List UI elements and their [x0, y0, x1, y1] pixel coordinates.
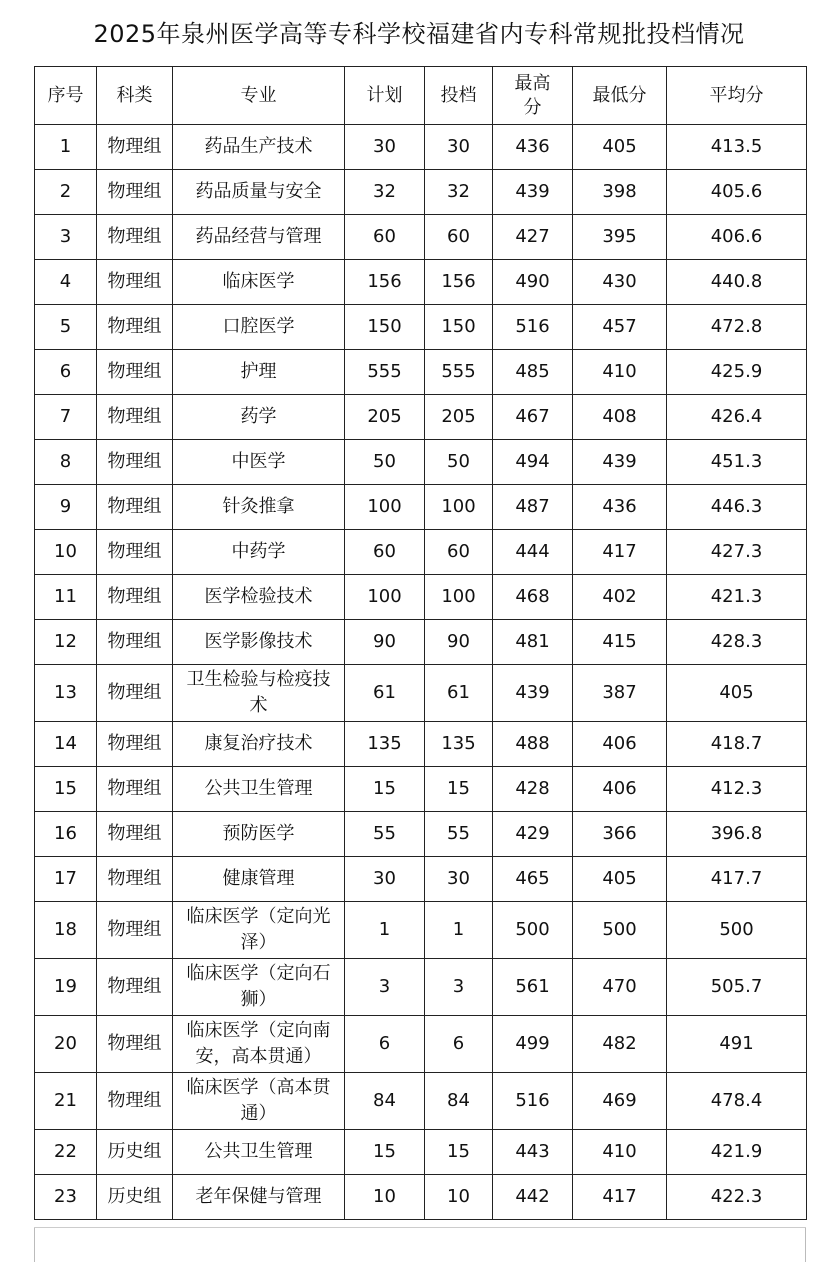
cell-plan: 55	[345, 812, 425, 857]
cell-max-score: 442	[493, 1175, 573, 1220]
cell-category: 物理组	[97, 125, 173, 170]
col-header-admitted: 投档	[425, 67, 493, 125]
cell-plan: 156	[345, 260, 425, 305]
cell-category: 物理组	[97, 857, 173, 902]
cell-max-score: 500	[493, 902, 573, 959]
cell-category: 物理组	[97, 959, 173, 1016]
page-corner-mark-left	[34, 1228, 35, 1262]
table-row	[35, 575, 807, 620]
cell-avg-score: 425.9	[667, 350, 807, 395]
table-row	[35, 959, 807, 1016]
cell-avg-score: 428.3	[667, 620, 807, 665]
cell-major: 医学检验技术	[173, 575, 345, 620]
cell-major: 临床医学（定向南安，高本贯通）	[173, 1016, 345, 1073]
cell-plan: 100	[345, 575, 425, 620]
cell-category: 物理组	[97, 665, 173, 722]
cell-major: 针灸推拿	[173, 485, 345, 530]
cell-avg-score: 417.7	[667, 857, 807, 902]
cell-admitted: 10	[425, 1175, 493, 1220]
table-row	[35, 125, 807, 170]
table-row	[35, 530, 807, 575]
cell-admitted: 15	[425, 1130, 493, 1175]
table-row	[35, 902, 807, 959]
cell-major: 药品经营与管理	[173, 215, 345, 260]
cell-min-score: 415	[573, 620, 667, 665]
cell-max-score: 485	[493, 350, 573, 395]
cell-category: 物理组	[97, 215, 173, 260]
cell-avg-score: 446.3	[667, 485, 807, 530]
cell-index: 8	[35, 440, 97, 485]
cell-min-score: 436	[573, 485, 667, 530]
cell-avg-score: 451.3	[667, 440, 807, 485]
cell-category: 物理组	[97, 722, 173, 767]
cell-admitted: 205	[425, 395, 493, 440]
cell-max-score: 467	[493, 395, 573, 440]
col-header-index: 序号	[35, 67, 97, 125]
cell-min-score: 500	[573, 902, 667, 959]
cell-plan: 100	[345, 485, 425, 530]
cell-major: 临床医学	[173, 260, 345, 305]
cell-admitted: 1	[425, 902, 493, 959]
cell-min-score: 482	[573, 1016, 667, 1073]
cell-min-score: 406	[573, 767, 667, 812]
cell-max-score: 468	[493, 575, 573, 620]
cell-plan: 6	[345, 1016, 425, 1073]
cell-admitted: 84	[425, 1073, 493, 1130]
col-header-avg-score: 平均分	[667, 67, 807, 125]
cell-avg-score: 478.4	[667, 1073, 807, 1130]
cell-index: 21	[35, 1073, 97, 1130]
table-row	[35, 665, 807, 722]
cell-index: 7	[35, 395, 97, 440]
cell-avg-score: 422.3	[667, 1175, 807, 1220]
cell-max-score: 499	[493, 1016, 573, 1073]
cell-min-score: 402	[573, 575, 667, 620]
cell-avg-score: 426.4	[667, 395, 807, 440]
cell-plan: 30	[345, 125, 425, 170]
cell-max-score: 439	[493, 665, 573, 722]
cell-major: 中医学	[173, 440, 345, 485]
cell-min-score: 408	[573, 395, 667, 440]
table-row	[35, 350, 807, 395]
cell-index: 16	[35, 812, 97, 857]
cell-min-score: 439	[573, 440, 667, 485]
cell-max-score: 427	[493, 215, 573, 260]
cell-min-score: 470	[573, 959, 667, 1016]
cell-category: 物理组	[97, 530, 173, 575]
cell-max-score: 494	[493, 440, 573, 485]
cell-admitted: 135	[425, 722, 493, 767]
header-row	[35, 67, 807, 125]
cell-min-score: 387	[573, 665, 667, 722]
cell-admitted: 100	[425, 485, 493, 530]
cell-admitted: 60	[425, 215, 493, 260]
cell-avg-score: 472.8	[667, 305, 807, 350]
cell-min-score: 406	[573, 722, 667, 767]
cell-admitted: 156	[425, 260, 493, 305]
cell-major: 护理	[173, 350, 345, 395]
cell-index: 5	[35, 305, 97, 350]
cell-major: 药学	[173, 395, 345, 440]
cell-index: 6	[35, 350, 97, 395]
cell-avg-score: 405.6	[667, 170, 807, 215]
col-header-plan: 计划	[345, 67, 425, 125]
cell-max-score: 428	[493, 767, 573, 812]
table-body	[35, 125, 807, 1220]
cell-category: 物理组	[97, 440, 173, 485]
cell-index: 4	[35, 260, 97, 305]
cell-min-score: 366	[573, 812, 667, 857]
cell-category: 物理组	[97, 350, 173, 395]
cell-plan: 60	[345, 530, 425, 575]
cell-plan: 3	[345, 959, 425, 1016]
cell-avg-score: 418.7	[667, 722, 807, 767]
col-header-min-score: 最低分	[573, 67, 667, 125]
cell-major: 药品质量与安全	[173, 170, 345, 215]
cell-min-score: 395	[573, 215, 667, 260]
cell-index: 3	[35, 215, 97, 260]
cell-index: 19	[35, 959, 97, 1016]
cell-admitted: 150	[425, 305, 493, 350]
cell-min-score: 417	[573, 530, 667, 575]
cell-plan: 61	[345, 665, 425, 722]
cell-plan: 32	[345, 170, 425, 215]
cell-admitted: 100	[425, 575, 493, 620]
page-edge-line	[34, 1227, 806, 1228]
cell-avg-score: 412.3	[667, 767, 807, 812]
cell-index: 11	[35, 575, 97, 620]
cell-category: 物理组	[97, 170, 173, 215]
cell-plan: 10	[345, 1175, 425, 1220]
cell-min-score: 469	[573, 1073, 667, 1130]
table-row	[35, 395, 807, 440]
page-corner-mark-right	[805, 1228, 806, 1262]
cell-major: 老年保健与管理	[173, 1175, 345, 1220]
table-row	[35, 812, 807, 857]
cell-category: 物理组	[97, 812, 173, 857]
cell-max-score: 443	[493, 1130, 573, 1175]
cell-max-score: 488	[493, 722, 573, 767]
cell-category: 物理组	[97, 902, 173, 959]
cell-admitted: 60	[425, 530, 493, 575]
cell-admitted: 61	[425, 665, 493, 722]
cell-plan: 135	[345, 722, 425, 767]
cell-major: 公共卫生管理	[173, 767, 345, 812]
cell-min-score: 457	[573, 305, 667, 350]
table-row	[35, 440, 807, 485]
cell-major: 公共卫生管理	[173, 1130, 345, 1175]
cell-avg-score: 427.3	[667, 530, 807, 575]
cell-category: 物理组	[97, 305, 173, 350]
cell-index: 9	[35, 485, 97, 530]
table-row	[35, 857, 807, 902]
cell-major: 中药学	[173, 530, 345, 575]
cell-avg-score: 505.7	[667, 959, 807, 1016]
cell-admitted: 6	[425, 1016, 493, 1073]
cell-max-score: 481	[493, 620, 573, 665]
table-row	[35, 1073, 807, 1130]
cell-avg-score: 491	[667, 1016, 807, 1073]
table-row	[35, 305, 807, 350]
cell-min-score: 410	[573, 350, 667, 395]
cell-admitted: 55	[425, 812, 493, 857]
cell-category: 历史组	[97, 1175, 173, 1220]
cell-major: 预防医学	[173, 812, 345, 857]
cell-max-score: 429	[493, 812, 573, 857]
table-row	[35, 620, 807, 665]
cell-max-score: 487	[493, 485, 573, 530]
cell-min-score: 417	[573, 1175, 667, 1220]
cell-max-score: 490	[493, 260, 573, 305]
cell-major: 康复治疗技术	[173, 722, 345, 767]
cell-avg-score: 413.5	[667, 125, 807, 170]
cell-admitted: 15	[425, 767, 493, 812]
cell-avg-score: 405	[667, 665, 807, 722]
cell-max-score: 516	[493, 1073, 573, 1130]
cell-index: 20	[35, 1016, 97, 1073]
cell-max-score: 444	[493, 530, 573, 575]
cell-plan: 15	[345, 1130, 425, 1175]
cell-plan: 90	[345, 620, 425, 665]
admission-table	[34, 66, 807, 1220]
cell-index: 2	[35, 170, 97, 215]
table-row	[35, 722, 807, 767]
cell-admitted: 30	[425, 125, 493, 170]
cell-major: 医学影像技术	[173, 620, 345, 665]
cell-min-score: 405	[573, 857, 667, 902]
table-row	[35, 260, 807, 305]
cell-plan: 84	[345, 1073, 425, 1130]
cell-max-score: 436	[493, 125, 573, 170]
cell-plan: 150	[345, 305, 425, 350]
cell-plan: 1	[345, 902, 425, 959]
cell-min-score: 410	[573, 1130, 667, 1175]
cell-max-score: 465	[493, 857, 573, 902]
cell-index: 18	[35, 902, 97, 959]
cell-major: 卫生检验与检疫技术	[173, 665, 345, 722]
cell-avg-score: 406.6	[667, 215, 807, 260]
cell-min-score: 398	[573, 170, 667, 215]
table-row	[35, 767, 807, 812]
col-header-category: 科类	[97, 67, 173, 125]
cell-avg-score: 421.9	[667, 1130, 807, 1175]
cell-index: 14	[35, 722, 97, 767]
cell-category: 物理组	[97, 575, 173, 620]
cell-major: 药品生产技术	[173, 125, 345, 170]
cell-index: 15	[35, 767, 97, 812]
cell-category: 物理组	[97, 395, 173, 440]
table-row	[35, 170, 807, 215]
cell-plan: 50	[345, 440, 425, 485]
cell-plan: 15	[345, 767, 425, 812]
page-title: 2025年泉州医学高等专科学校福建省内专科常规批投档情况	[93, 20, 745, 48]
cell-avg-score: 421.3	[667, 575, 807, 620]
cell-major: 口腔医学	[173, 305, 345, 350]
cell-category: 历史组	[97, 1130, 173, 1175]
cell-avg-score: 396.8	[667, 812, 807, 857]
cell-category: 物理组	[97, 1073, 173, 1130]
cell-major: 临床医学（定向石狮）	[173, 959, 345, 1016]
cell-min-score: 430	[573, 260, 667, 305]
cell-major: 临床医学（高本贯通）	[173, 1073, 345, 1130]
table-row	[35, 215, 807, 260]
table-row	[35, 1130, 807, 1175]
cell-category: 物理组	[97, 260, 173, 305]
cell-index: 12	[35, 620, 97, 665]
col-header-max-score: 最高分	[493, 67, 573, 125]
table-row	[35, 1016, 807, 1073]
cell-major: 健康管理	[173, 857, 345, 902]
cell-max-score: 439	[493, 170, 573, 215]
cell-index: 10	[35, 530, 97, 575]
cell-plan: 555	[345, 350, 425, 395]
cell-category: 物理组	[97, 485, 173, 530]
cell-avg-score: 440.8	[667, 260, 807, 305]
col-header-major: 专业	[173, 67, 345, 125]
cell-admitted: 555	[425, 350, 493, 395]
cell-category: 物理组	[97, 1016, 173, 1073]
cell-admitted: 30	[425, 857, 493, 902]
cell-category: 物理组	[97, 767, 173, 812]
table-row	[35, 485, 807, 530]
cell-index: 23	[35, 1175, 97, 1220]
cell-category: 物理组	[97, 620, 173, 665]
cell-index: 17	[35, 857, 97, 902]
cell-plan: 30	[345, 857, 425, 902]
cell-major: 临床医学（定向光泽）	[173, 902, 345, 959]
cell-avg-score: 500	[667, 902, 807, 959]
cell-max-score: 561	[493, 959, 573, 1016]
cell-index: 1	[35, 125, 97, 170]
cell-admitted: 90	[425, 620, 493, 665]
cell-admitted: 3	[425, 959, 493, 1016]
table-row	[35, 1175, 807, 1220]
cell-max-score: 516	[493, 305, 573, 350]
cell-min-score: 405	[573, 125, 667, 170]
cell-plan: 60	[345, 215, 425, 260]
cell-admitted: 32	[425, 170, 493, 215]
cell-admitted: 50	[425, 440, 493, 485]
cell-index: 22	[35, 1130, 97, 1175]
cell-plan: 205	[345, 395, 425, 440]
cell-index: 13	[35, 665, 97, 722]
